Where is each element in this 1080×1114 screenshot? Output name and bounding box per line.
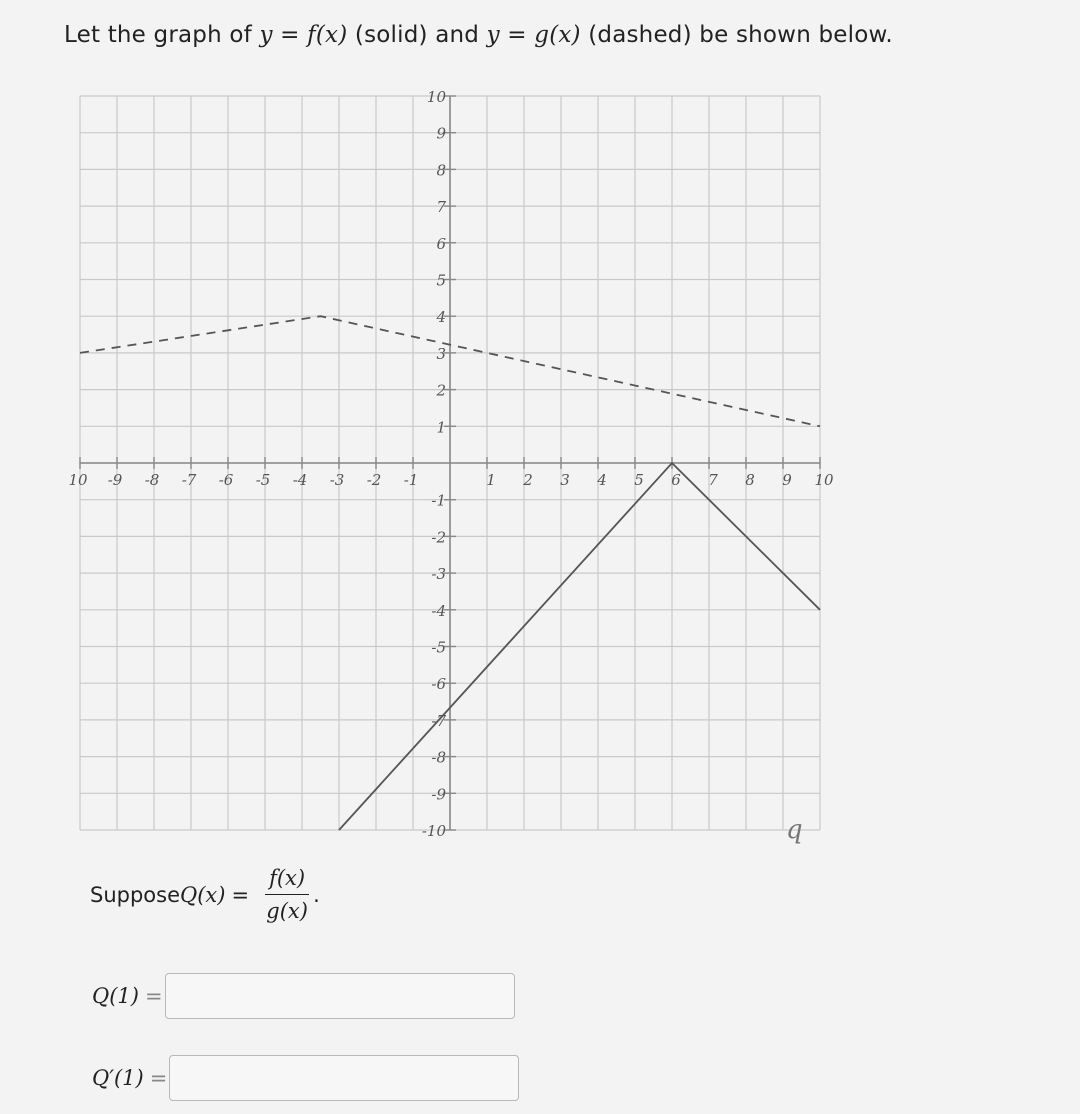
- answer-input-q1-derivative[interactable]: [169, 1055, 519, 1101]
- x-tick-label: -1: [403, 471, 419, 489]
- y-tick-label: -2: [431, 528, 446, 547]
- y-tick-label: -1: [431, 491, 446, 510]
- x-tick-label: 8: [745, 471, 755, 489]
- answer-input-q1[interactable]: [165, 973, 515, 1019]
- question-label: Q(1): [92, 984, 139, 1008]
- y-tick-label: 1: [436, 418, 446, 437]
- y-tick-label: 2: [436, 381, 446, 400]
- x-tick-label: -8: [144, 471, 160, 489]
- x-tick-label: 4: [597, 471, 607, 489]
- y-tick-label: 4: [436, 308, 446, 327]
- fraction-denominator: g(x): [266, 899, 308, 923]
- question-q1: [92, 973, 515, 1019]
- equals-sign: =: [144, 984, 163, 1008]
- y-tick-label: -7: [431, 711, 446, 730]
- x-tick-labels: [68, 471, 834, 489]
- y-tick-label: 9: [436, 124, 446, 143]
- y-tick-label: -4: [431, 601, 446, 620]
- y-tick-label: 8: [436, 161, 446, 180]
- x-tick-label: -5: [255, 471, 271, 489]
- y-tick-label: -9: [431, 785, 446, 804]
- x-tick-label: -3: [329, 471, 345, 489]
- x-tick-label: 3: [560, 471, 570, 489]
- x-tick-label: -6: [218, 471, 234, 489]
- y-tick-label: 3: [436, 344, 446, 363]
- prompt-suffix: (dashed) be shown below.: [580, 22, 893, 48]
- question-label: Q′(1): [92, 1066, 144, 1090]
- x-tick-label: -9: [107, 471, 123, 489]
- x-tick-label: 9: [782, 471, 792, 489]
- y-tick-label: -6: [431, 675, 446, 694]
- x-tick-label: 1: [486, 471, 496, 489]
- y-tick-label: 5: [436, 271, 446, 290]
- prompt-middle: (solid) and: [347, 22, 487, 48]
- y-tick-labels: [422, 88, 447, 840]
- y-tick-label: -10: [421, 822, 446, 840]
- y-tick-label: 7: [436, 198, 446, 217]
- x-tick-label: -4: [292, 471, 308, 489]
- question-q1-derivative: [92, 1055, 519, 1101]
- x-tick-label: -7: [181, 471, 197, 489]
- definition-period: .: [313, 882, 320, 907]
- definition-lhs: Q(x): [180, 882, 226, 907]
- prompt-prefix: Let the graph of: [64, 22, 260, 48]
- equation-f: y = f(x): [259, 22, 348, 48]
- y-tick-label: 6: [436, 234, 446, 253]
- definition: [90, 866, 320, 923]
- x-tick-label: 2: [523, 471, 533, 489]
- x-tick-label: 7: [708, 471, 718, 489]
- y-tick-label: 10: [426, 88, 446, 106]
- x-tick-label: 10: [68, 471, 88, 489]
- fraction-numerator: f(x): [265, 866, 309, 895]
- definition-equals: =: [231, 882, 250, 907]
- equals-sign: =: [149, 1066, 168, 1090]
- y-tick-label: -3: [431, 565, 446, 584]
- handwritten-q-mark: q: [786, 815, 803, 845]
- x-tick-label: -2: [366, 471, 382, 489]
- definition-label: Suppose: [90, 882, 181, 907]
- equation-g: y = g(x): [486, 22, 581, 48]
- x-tick-label: 6: [671, 471, 681, 489]
- x-tick-label: 5: [634, 471, 644, 489]
- y-tick-label: -5: [431, 638, 446, 657]
- y-tick-label: -8: [431, 748, 446, 767]
- fraction: [265, 866, 309, 923]
- x-tick-label: 10: [814, 471, 834, 489]
